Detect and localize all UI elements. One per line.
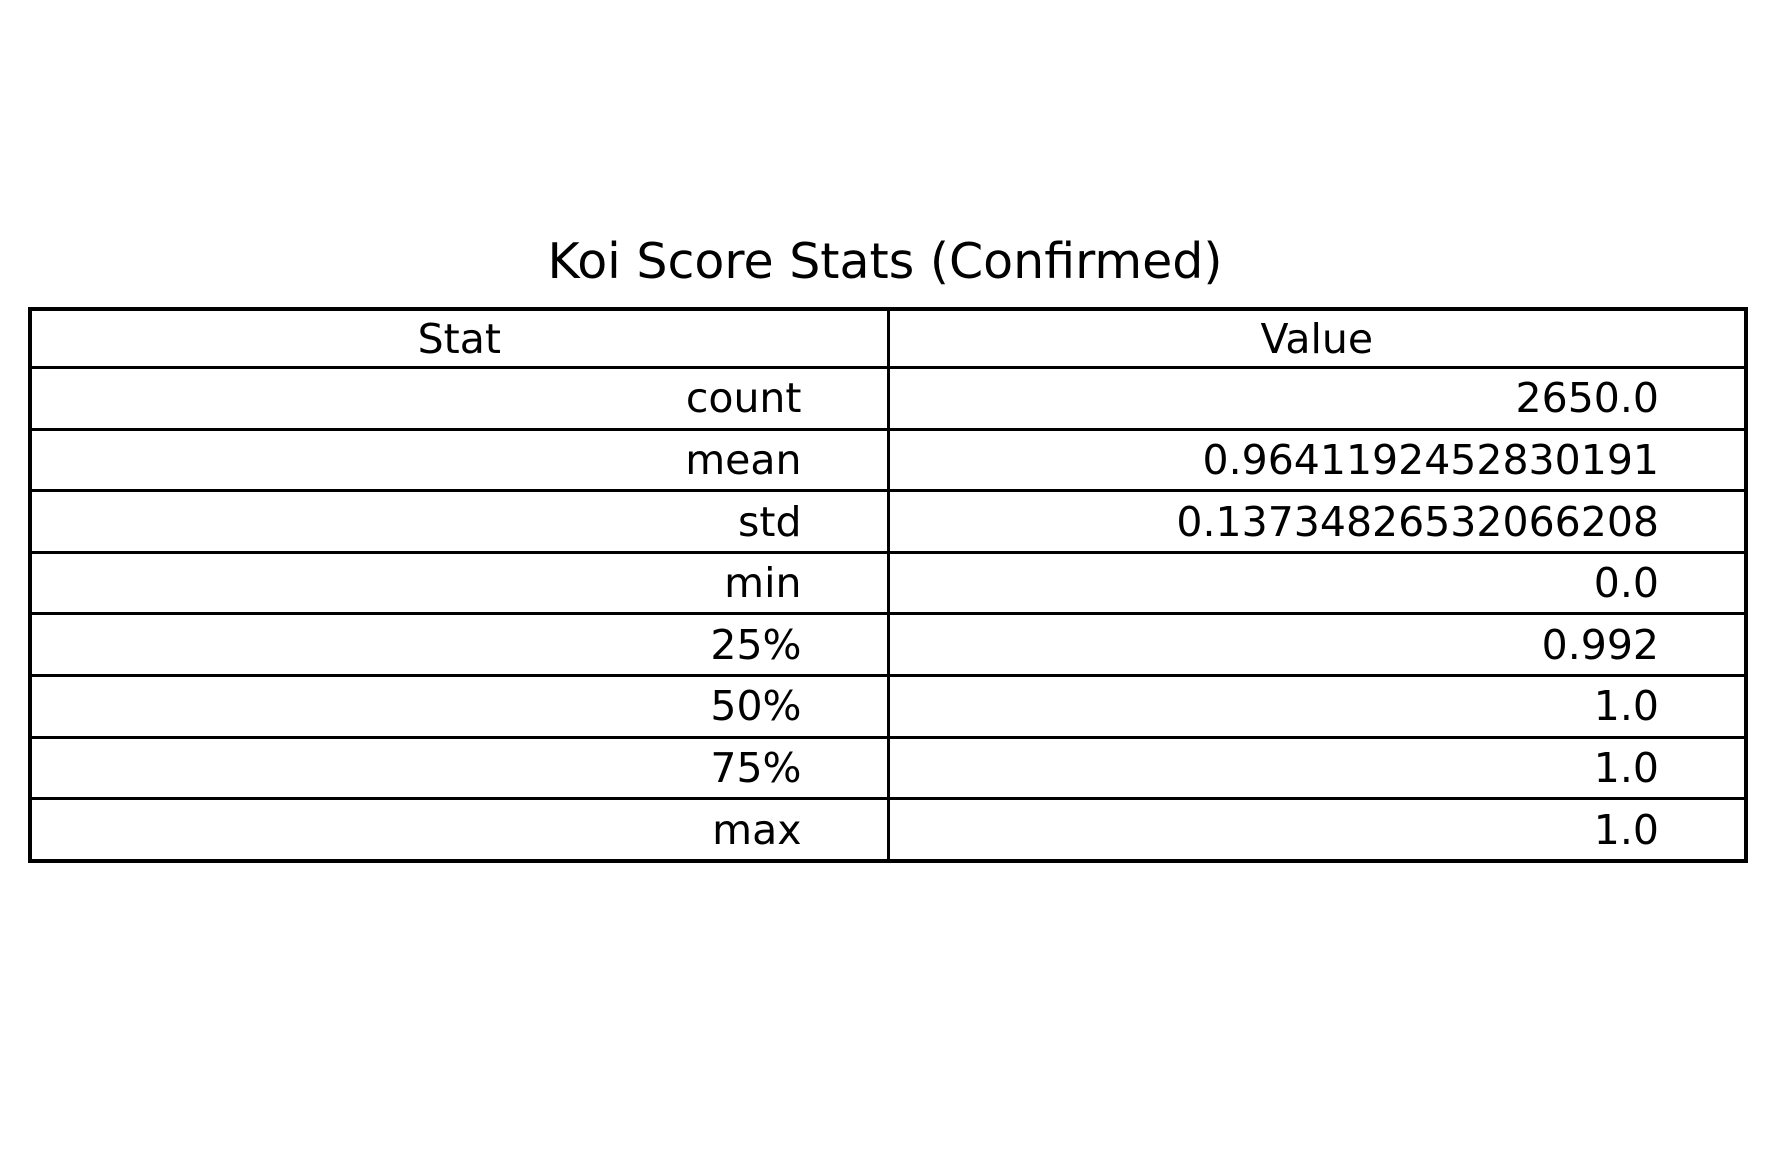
table-row (30, 799, 1746, 861)
table-header-row (30, 309, 1746, 368)
stat-value-cell: 1.0 (888, 799, 1746, 861)
stat-label-cell: count (30, 368, 888, 430)
table-row (30, 737, 1746, 799)
stat-label-cell: 25% (30, 614, 888, 676)
table-row (30, 368, 1746, 430)
table-row (30, 552, 1746, 614)
stat-value-cell: 0.0 (888, 552, 1746, 614)
chart-title: Koi Score Stats (Confirmed) (547, 233, 1223, 290)
stat-value-cell: 0.992 (888, 614, 1746, 676)
stat-value-cell: 0.13734826532066208 (888, 491, 1746, 553)
stat-label-cell: max (30, 799, 888, 861)
stat-label-cell: 50% (30, 676, 888, 738)
stat-value-cell: 1.0 (888, 676, 1746, 738)
stat-value-cell: 2650.0 (888, 368, 1746, 430)
stat-value-cell: 0.9641192452830191 (888, 429, 1746, 491)
stats-table (28, 307, 1748, 863)
stat-label-cell: 75% (30, 737, 888, 799)
stat-label-cell: mean (30, 429, 888, 491)
column-header-stat: Stat (30, 309, 888, 368)
table-row (30, 676, 1746, 738)
stat-label-cell: std (30, 491, 888, 553)
table-row (30, 491, 1746, 553)
stat-label-cell: min (30, 552, 888, 614)
column-header-value: Value (888, 309, 1746, 368)
table-row (30, 429, 1746, 491)
stat-value-cell: 1.0 (888, 737, 1746, 799)
table-row (30, 614, 1746, 676)
